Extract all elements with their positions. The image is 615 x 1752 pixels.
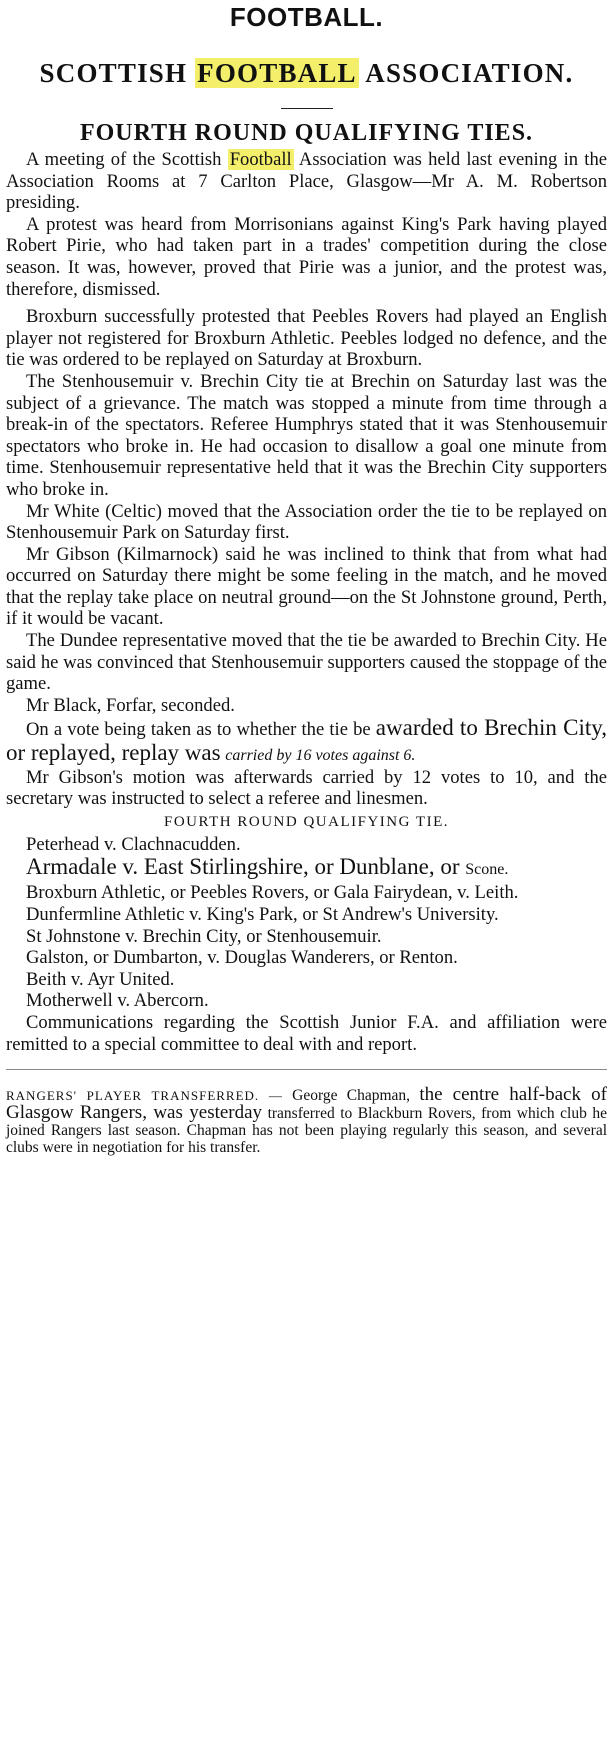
title-rule <box>281 108 333 109</box>
fixture-text: Armadale v. East Stirlingshire, or Dunblane, or <box>26 854 460 880</box>
fixture-item: Galston, or Dumbarton, v. Douglas Wanderers, or Renton. <box>26 947 458 969</box>
search-highlight: Football <box>229 149 292 170</box>
paragraph-communications: Communications regarding the Scottish Junior F.A. and affiliation were remitted to a special committee to deal with and report. <box>6 1011 607 1055</box>
paragraph-text-large: awarded to Brechin City, or replayed, replay was <box>6 715 607 766</box>
article-subtitle: FOURTH ROUND QUALIFYING TIES. <box>79 120 534 146</box>
paragraph-meeting <box>6 149 607 214</box>
fixture-item: Beith v. Ayr United. <box>26 968 175 990</box>
article-body <box>6 149 607 810</box>
paragraph-stenhousemuir: The Stenhousemuir v. Brechin City tie at Brechin on Saturday last was the subject of a grievance. The match was stopped a minute from time through a break-in of the spectators. Referee Humphrys stated that it was Stenhousemuir spectators who broke in. He had occasion to disallow a goal one minute from time. Stenhousemuir representative held that it was the Brechin City supporters who broke in. <box>6 370 607 500</box>
paragraph-text: Association was held last evening in the Association Rooms at 7 Carlton Place, Glasgow—Mr A. M. Robertson presiding. <box>6 149 607 214</box>
article-title <box>6 56 607 90</box>
paragraph-broxburn: Broxburn successfully protested that Peebles Rovers had played an English player not registered for Broxburn Athletic. Peebles lodged no defence, and the tie was ordered to be replayed on Saturday at Broxburn. <box>6 306 607 371</box>
note-text: George Chapman, <box>282 1086 420 1104</box>
note-text: transferred to Blackburn Rovers, from which club he joined Rangers last season. Chapman has not been playing regularly this season, and several clubs were in negotiation for his transfer. <box>6 1104 607 1156</box>
transfer-note <box>6 1083 607 1156</box>
fixture-item: Dunfermline Athletic v. King's Park, or St Andrew's University. <box>26 904 499 925</box>
fixture-text: Scone. <box>465 861 509 879</box>
fixture-item <box>6 855 607 882</box>
search-highlight: FOOTBALL <box>197 58 357 88</box>
fixtures-list <box>6 834 607 1055</box>
fixture-item: St Johnstone v. Brechin City, or Stenhousemuir. <box>26 925 382 947</box>
fixture-item: Broxburn Athletic, or Peebles Rovers, or Gala Fairydean, v. Leith. <box>26 882 519 904</box>
paragraph-text: On a vote being taken as to whether the tie be <box>26 719 376 741</box>
fixtures-heading: FOURTH ROUND QUALIFYING TIE. <box>164 813 449 830</box>
paragraph-text-small: carried by 16 votes against 6. <box>225 747 416 765</box>
paragraph-seconded: Mr Black, Forfar, seconded. <box>26 694 235 716</box>
title-part-after: ASSOCIATION. <box>358 58 574 88</box>
paragraph-motion-carried: Mr Gibson's motion was afterwards carried by 12 votes to 10, and the secretary was instructed to select a referee and linesmen. <box>6 766 607 810</box>
note-text-large: the centre half-back of Glasgow Rangers, was yesterday <box>6 1083 607 1123</box>
fixture-item: Peterhead v. Clachnacudden. <box>26 833 241 855</box>
title-part-before: SCOTTISH <box>39 58 196 88</box>
paragraph-dundee: The Dundee representative moved that the tie be awarded to Brechin City. He said he was convinced that Stenhousemuir supporters caused the stoppage of the game. <box>6 630 607 695</box>
paragraph-vote <box>6 716 607 766</box>
paragraph-gibson: Mr Gibson (Kilmarnock) said he was inclined to think that from what had occurred on Saturday there might be some feeling in the match, and he moved that the replay take place on neutral ground—on the St Johnstone ground, Perth, if it would be vacant. <box>6 543 607 630</box>
fixture-item: Motherwell v. Abercorn. <box>26 990 209 1012</box>
paragraph-white-motion: Mr White (Celtic) moved that the Association order the tie to be replayed on Stenhousemuir Park on Saturday first. <box>6 500 607 544</box>
paragraph-protest: A protest was heard from Morrisonians against King's Park having played Robert Pirie, who had taken part in a trades' competition during the close season. It was, however, proved that Pirie was a junior, and the protest was, therefore, dismissed. <box>6 213 607 300</box>
section-heading: FOOTBALL. <box>229 2 384 32</box>
paragraph-text: A meeting of the Scottish <box>26 149 228 170</box>
note-heading: RANGERS' PLAYER TRANSFERRED. — <box>6 1087 283 1103</box>
article-divider <box>6 1069 607 1070</box>
